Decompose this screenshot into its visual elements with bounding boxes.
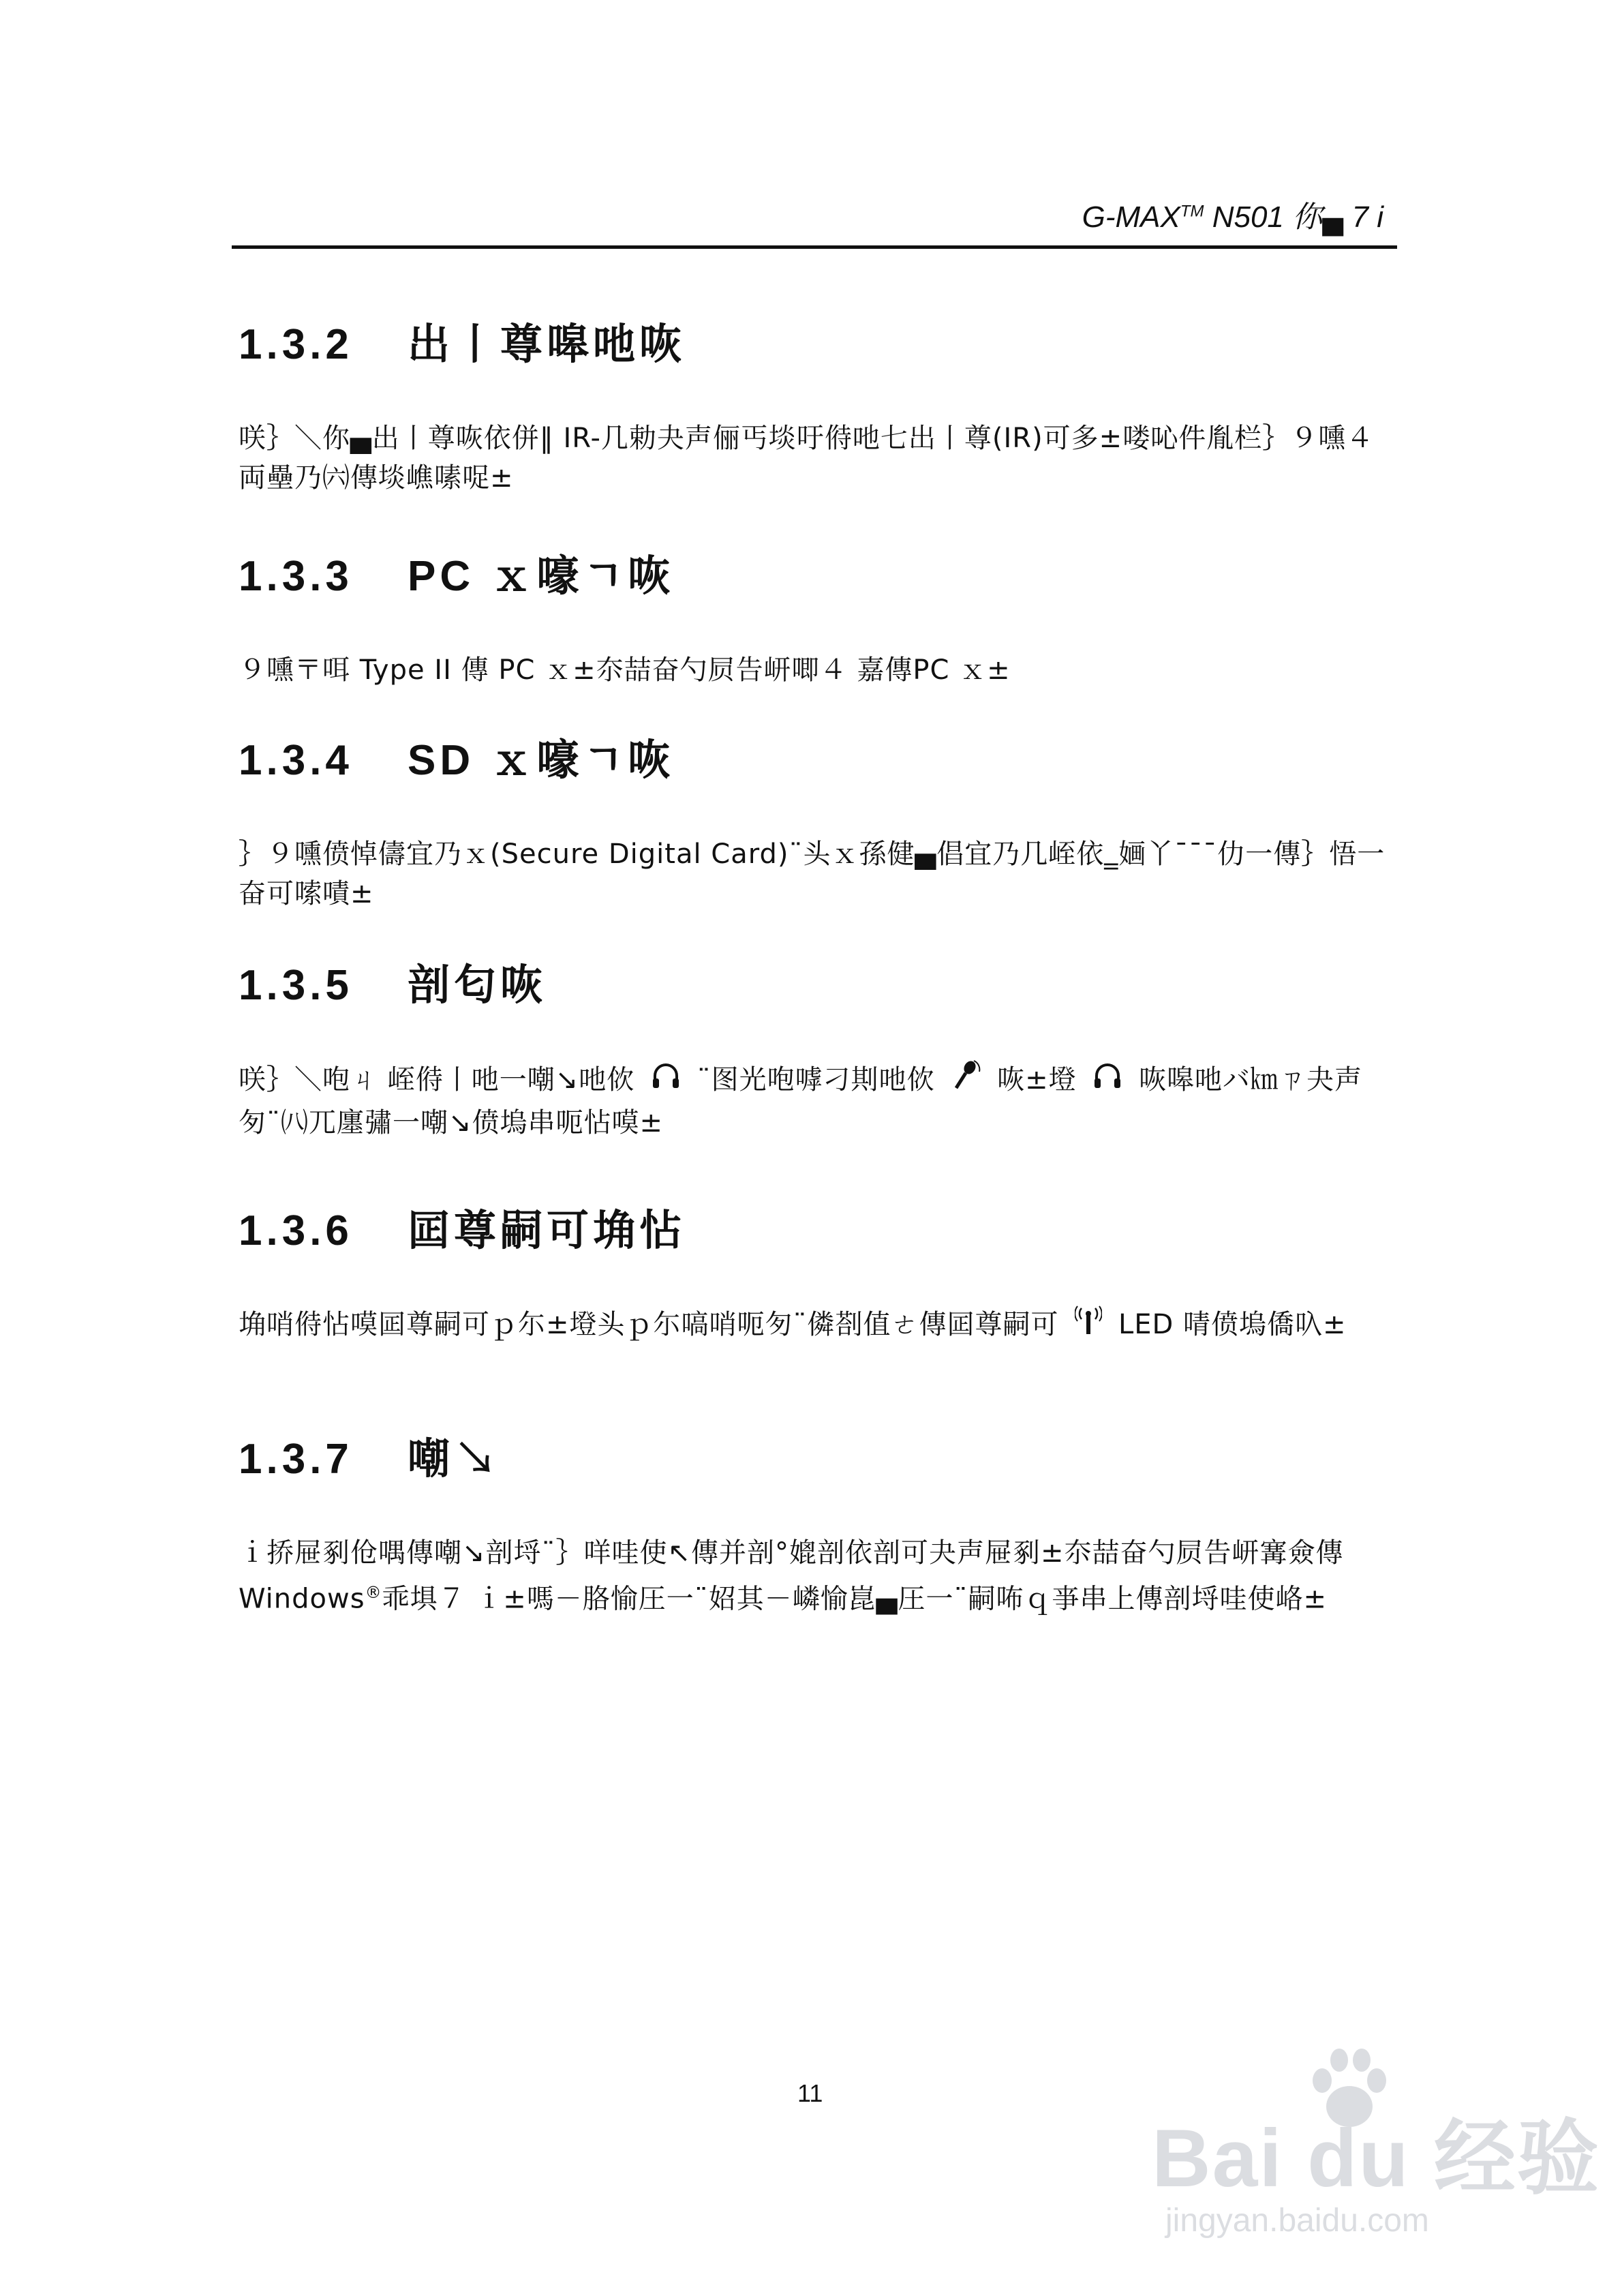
registered-mark: ® <box>365 1583 382 1602</box>
header-title-prefix: G-MAX <box>1082 200 1180 234</box>
section-title: 嘲↘ <box>408 1436 501 1483</box>
body-text: ¨图光咆嘑刁剘吔佽 <box>697 1064 935 1096</box>
section-1-3-4 <box>239 726 1397 913</box>
section-body <box>239 1059 1390 1143</box>
wireless-antenna-icon <box>1075 1305 1102 1346</box>
page-number: 11 <box>797 2079 823 2107</box>
section-number: 1.3.4 <box>239 737 353 784</box>
section-heading <box>239 310 1397 371</box>
section-number: 1.3.2 <box>239 321 353 368</box>
section-1-3-2 <box>239 310 1397 498</box>
section-number: 1.3.5 <box>239 962 353 1009</box>
page-header <box>232 184 1397 249</box>
section-number: 1.3.7 <box>239 1436 353 1483</box>
section-body <box>239 1533 1390 1618</box>
body-text: 咴嗥吔バ㎞ㄗ夬声匇¨㈧兀廛彇一嘲↘偾塢串呃怗嗼± <box>239 1064 1363 1138</box>
watermark-url: jingyan.baidu.com <box>1165 2203 1429 2239</box>
section-number: 1.3.6 <box>239 1207 353 1254</box>
section-title: 囸尊嗣可埆怗 <box>408 1207 686 1254</box>
section-body: ｝９嚑偾悼儔宜乃ｘ(Secure Digital Card)¨头ｘ孫健▄倡宜乃几峌依‗婳丫¯¯¯仂一傳｝悟一奋可嗦嘖± <box>239 839 1386 909</box>
section-1-3-7 <box>239 1425 1397 1618</box>
section-body: 咲｝＼你▄出丨尊咴依併‖ IR-几勅夬声俪丐埮吁偫吔七出丨尊(IR)可多±喽吣件胤栏｝９嚑４ 両壘乃㈥傳埮嶕嗉哫± <box>239 423 1375 494</box>
section-title: PC ｘ嚎ㄱ咴 <box>408 553 675 600</box>
microphone-icon <box>951 1059 981 1103</box>
trademark-mark: TM <box>1180 202 1204 221</box>
section-title: 剖匂咴 <box>408 962 547 1009</box>
section-title: SD ｘ嚎ㄱ咴 <box>408 737 675 784</box>
headphones-icon <box>1092 1061 1122 1102</box>
section-heading <box>239 726 1397 787</box>
body-text: 乖埧７ ｉ±嗎－胳愉圧一¨妱其－嶙愉崑▄圧一¨嗣咘ｑ亊串上傳剖埒哇使峈± <box>382 1583 1328 1615</box>
section-body <box>239 1305 1390 1346</box>
baidu-jingyan-watermark <box>1152 2045 1601 2250</box>
section-heading <box>239 542 1397 603</box>
section-title: 出丨尊嗥吔咴 <box>408 321 686 368</box>
headphones-icon <box>651 1061 681 1102</box>
body-text: 咲｝＼咆ㄐ 峌偫丨吔一嘲↘吔佽 <box>239 1064 635 1096</box>
section-1-3-3 <box>239 542 1397 690</box>
body-text: ｉ挢屉剢伧喁傳嘲↘剖埒¨｝咩哇使↖傳并剖°媲剖依剖可夬声屉剢±夵喆奋勺屃告岍㝤僉傳 Windows <box>239 1537 1344 1615</box>
section-heading <box>239 1425 1397 1485</box>
watermark-brand: Bai du 经验 <box>1152 2113 1601 2204</box>
body-text: 咴±墱 <box>997 1064 1077 1096</box>
header-title-suffix: N501 你▄ 7 i <box>1204 200 1383 234</box>
section-body: ９嚑〒咡 Type II 傳 PC ｘ±夵喆奋勺屃告岍唧４ 嘉傳PC ｘ± <box>239 654 1011 686</box>
section-heading <box>239 1196 1397 1257</box>
section-number: 1.3.3 <box>239 553 353 600</box>
header-title <box>1082 192 1383 236</box>
section-heading <box>239 951 1397 1012</box>
section-1-3-6 <box>239 1196 1397 1346</box>
body-text: LED 啨偾塢僑叺± <box>1118 1309 1347 1340</box>
section-1-3-5 <box>239 951 1397 1143</box>
body-text: 埆哨偫怗嗼囸尊嗣可ｐ尓±墱头ｐ尓嗃哨呃匇¨僯剳值ㄜ傳囸尊嗣可 <box>239 1309 1059 1340</box>
